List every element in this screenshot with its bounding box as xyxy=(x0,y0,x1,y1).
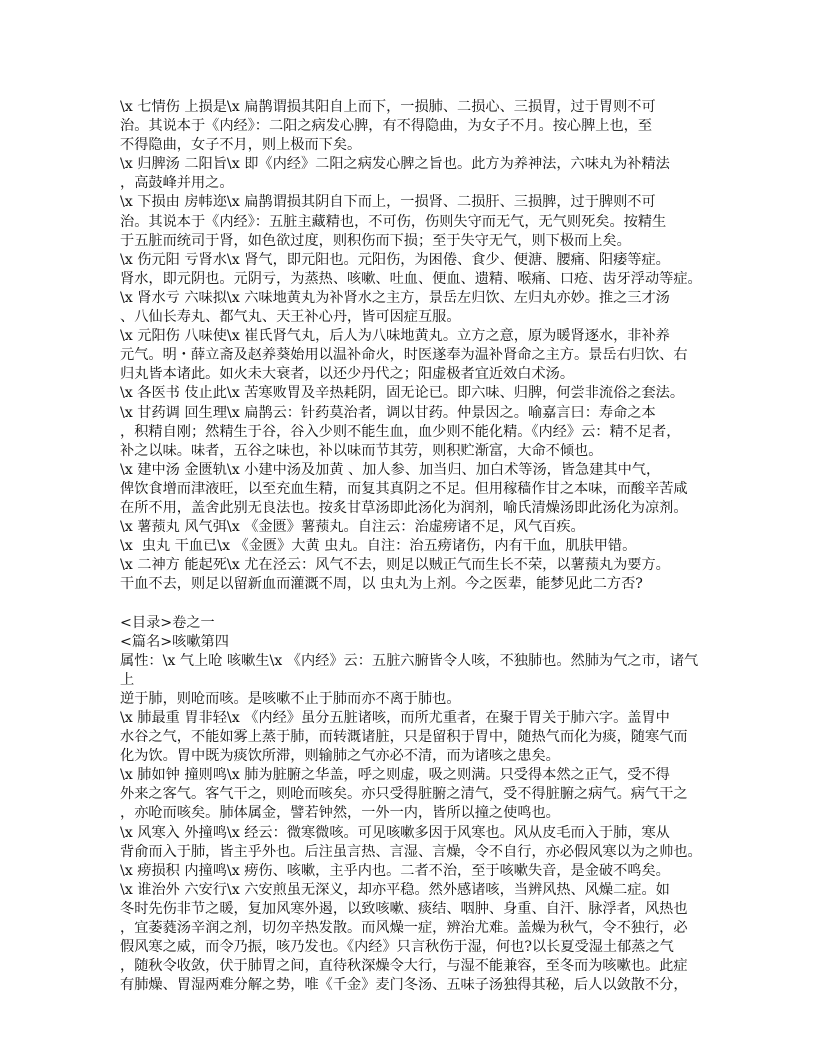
text-line: 补之以味。味者，五谷之味也，补以味而节其劳，则积贮渐富，大命不倾也。 xyxy=(120,442,603,459)
text-line: \x 肺如钟 撞则鸣\x 肺为脏腑之华盖，呼之则虚，吸之则满。只受得本然之正气，受不得 xyxy=(120,767,670,784)
chapter-heading: <篇名>咳嗽第四 xyxy=(120,633,229,650)
text-line: \x 二神方 能起死\x 尤在泾云：风气不去，则足以贼正气而生长不荣，以薯蓣丸为要方。 xyxy=(120,557,670,574)
text-line: \x 谁治外 六安行\x 六安煎虽无深义，却亦平稳。然外感诸咳，当辨风热、风燥二症。如 xyxy=(120,881,670,898)
text-line: 归丸皆本诸此。如火未大衰者，以还少丹代之；阳虚极者宜近效白术汤。 xyxy=(120,366,575,383)
text-line: 俾饮食增而津液旺，以至充血生精，而复其真阴之不足。但用稼穑作甘之本味，而酸辛苦咸 xyxy=(120,480,688,497)
text-line: ，高鼓峰并用之。 xyxy=(120,175,234,192)
text-line: 元气。明・薛立斋及赵养葵始用以温补命火，时医遂奉为温补肾命之主方。景岳右归饮、右 xyxy=(120,347,688,364)
text-line: 在所不用，盖舍此别无良法也。按炙甘草汤即此汤化为润剂，喻氏清燥汤即此汤化为凉剂。 xyxy=(120,499,688,516)
text-line: 、八仙长寿丸、都气丸、天王补心丹，皆可因症互服。 xyxy=(120,309,461,326)
text-line: ，随秋令收敛，伏于肺胃之间，直待秋深燥令大行，与湿不能兼容，至冬而为咳嗽也。此症 xyxy=(120,958,688,975)
text-line: 治。其说本于《内经》：二阳之病发心脾，有不得隐曲，为女子不月。按心脾上也，至 xyxy=(120,118,653,135)
text-line: \x 元阳伤 八味使\x 崔氏肾气丸，后人为八味地黄丸。立方之意，原为暖肾逐水，非补养 xyxy=(120,328,670,345)
text-line: 肾水，即元阴也。元阴亏，为蒸热、咳嗽、吐血、便血、遗精、喉痛、口疮、齿牙浮动等症。 xyxy=(120,270,702,287)
catalog-heading: <目录>卷之一 xyxy=(120,614,215,631)
text-line: 治。其说本于《内经》：五脏主藏精也，不可伤，伤则失守而无气，无气则死矣。按精生 xyxy=(120,213,667,230)
text-line: 逆于肺，则呛而咳。是咳嗽不止于肺而亦不离于肺也。 xyxy=(120,690,461,707)
text-line: \x 甘药调 回生理\x 扁鹊云：针药莫治者，调以甘药。仲景因之。喻嘉言曰：寿命之本 xyxy=(120,404,656,421)
text-line: \x 建中汤 金匮轨\x 小建中汤及加黄 、加人参、加当归、加白术等汤，皆急建其中气， xyxy=(120,461,661,478)
blank-line xyxy=(120,594,720,613)
text-line: 水谷之气，不能如雾上蒸于肺，而转溉诸脏，只是留积于胃中，随热气而化为痰，随寒气而 xyxy=(120,729,688,746)
text-line: 外来之客气。客气干之，则呛而咳矣。亦只受得脏腑之清气，受不得脏腑之病气。病气干之 xyxy=(120,786,688,803)
text-line: \x 归脾汤 二阳旨\x 即《内经》二阳之病发心脾之旨也。此方为养神法，六味丸为补精法 xyxy=(120,156,670,173)
text-line: 于五脏而统司于肾，如色欲过度，则积伤而下损；至于失守无气，则下极而上矣。 xyxy=(120,232,631,249)
text-line: \x 下损由 房帏迩\x 扁鹊谓损其阴自下而上，一损肾、二损肝、三损脾，过于脾则不可 xyxy=(120,194,656,211)
text-line: \x 七情伤 上损是\x 扁鹊谓损其阳自上而下，一损肺、二损心、三损胃，过于胃则不可 xyxy=(120,99,656,115)
text-line: 假风寒之威，而令乃振，咳乃发也。《内经》只言秋伤于湿，何也?以长夏受湿土郁蒸之气 xyxy=(120,939,674,956)
text-line: \x 虫丸 干血已\x 《金匮》大黄 虫丸。自注：治五痨诸伤，内有干血，肌肤甲错。 xyxy=(120,538,637,555)
text-line: 背俞而入于肺，皆主乎外也。后注虽言热、言湿、言燥，令不自行，亦必假风寒以为之帅也。 xyxy=(120,843,702,860)
text-line: \x 肾水亏 六味拟\x 六味地黄丸为补肾水之主方，景岳左归饮、左归丸亦妙。推之三才汤 xyxy=(120,289,670,306)
text-line: \x 薯蓣丸 风气弭\x 《金匮》薯蓣丸。自注云：治虚痨诸不足，风气百疾。 xyxy=(120,519,585,536)
text-line: 属性：\x 气上呛 咳嗽生\x 《内经》云：五脏六腑皆令人咳，不独肺也。然肺为气之市，诸气 xyxy=(120,652,699,669)
text-line: \x 痨损积 内撞鸣\x 痨伤、咳嗽，主乎内也。二者不治，至于咳嗽失音，是金破不鸣矣。 xyxy=(120,862,670,879)
text-line: \x 风寒入 外撞鸣\x 经云：微寒微咳。可见咳嗽多因于风寒也。风从皮毛而入于肺，寒从 xyxy=(120,824,670,841)
document-page xyxy=(120,98,720,995)
text-line: \x 伤元阳 亏肾水\x 肾气，即元阳也。元阳伤，为困倦、食少、便溏、腰痛、阳痿等症。 xyxy=(120,251,670,268)
text-line: \x 肺最重 胃非轻\x 《内经》虽分五脏诸咳，而所尤重者，在聚于胃关于肺六字。盖胃中 xyxy=(120,710,670,726)
text-line: \x 各医书 伎止此\x 苦寒败胃及辛热耗阴，固无论已。即六味、归脾，何尝非流俗之套法。 xyxy=(120,385,685,402)
text-line: 化为饮。胃中既为痰饮所滞，则输肺之气亦必不清，而为诸咳之患矣。 xyxy=(120,748,560,765)
text-line: 不得隐曲，女子不月，则上极而下矣。 xyxy=(120,137,362,154)
text-line: 有肺燥、胃湿两难分解之势，唯《千金》麦门冬汤、五味子汤独得其秘，后人以敛散不分， xyxy=(120,977,688,994)
section-body-2 xyxy=(120,614,720,996)
text-line: 冬时先伤非节之暖，复加风寒外遏，以致咳嗽、痰结、咽肿、身重、自汗、脉浮者，风热也 xyxy=(120,900,688,917)
text-line: ，积精自刚；然精生于谷，谷入少则不能生血，血少则不能化精。《内经》云：精不足者， xyxy=(120,423,681,440)
text-line: 上 xyxy=(120,671,135,688)
text-line: ，亦呛而咳矣。肺体属金，譬若钟然，一外一内，皆所以撞之使鸣也。 xyxy=(120,805,560,822)
text-line: ，宜萎蕤汤辛润之剂，切勿辛热发散。而风燥一症，辨治尤难。盖燥为秋气，令不独行，必 xyxy=(120,920,688,937)
text-line: 干血不去，则足以留新血而灌溉不周，以 虫丸为上剂。今之医辈，能梦见此二方否? xyxy=(120,576,643,593)
section-body-1 xyxy=(120,98,720,594)
